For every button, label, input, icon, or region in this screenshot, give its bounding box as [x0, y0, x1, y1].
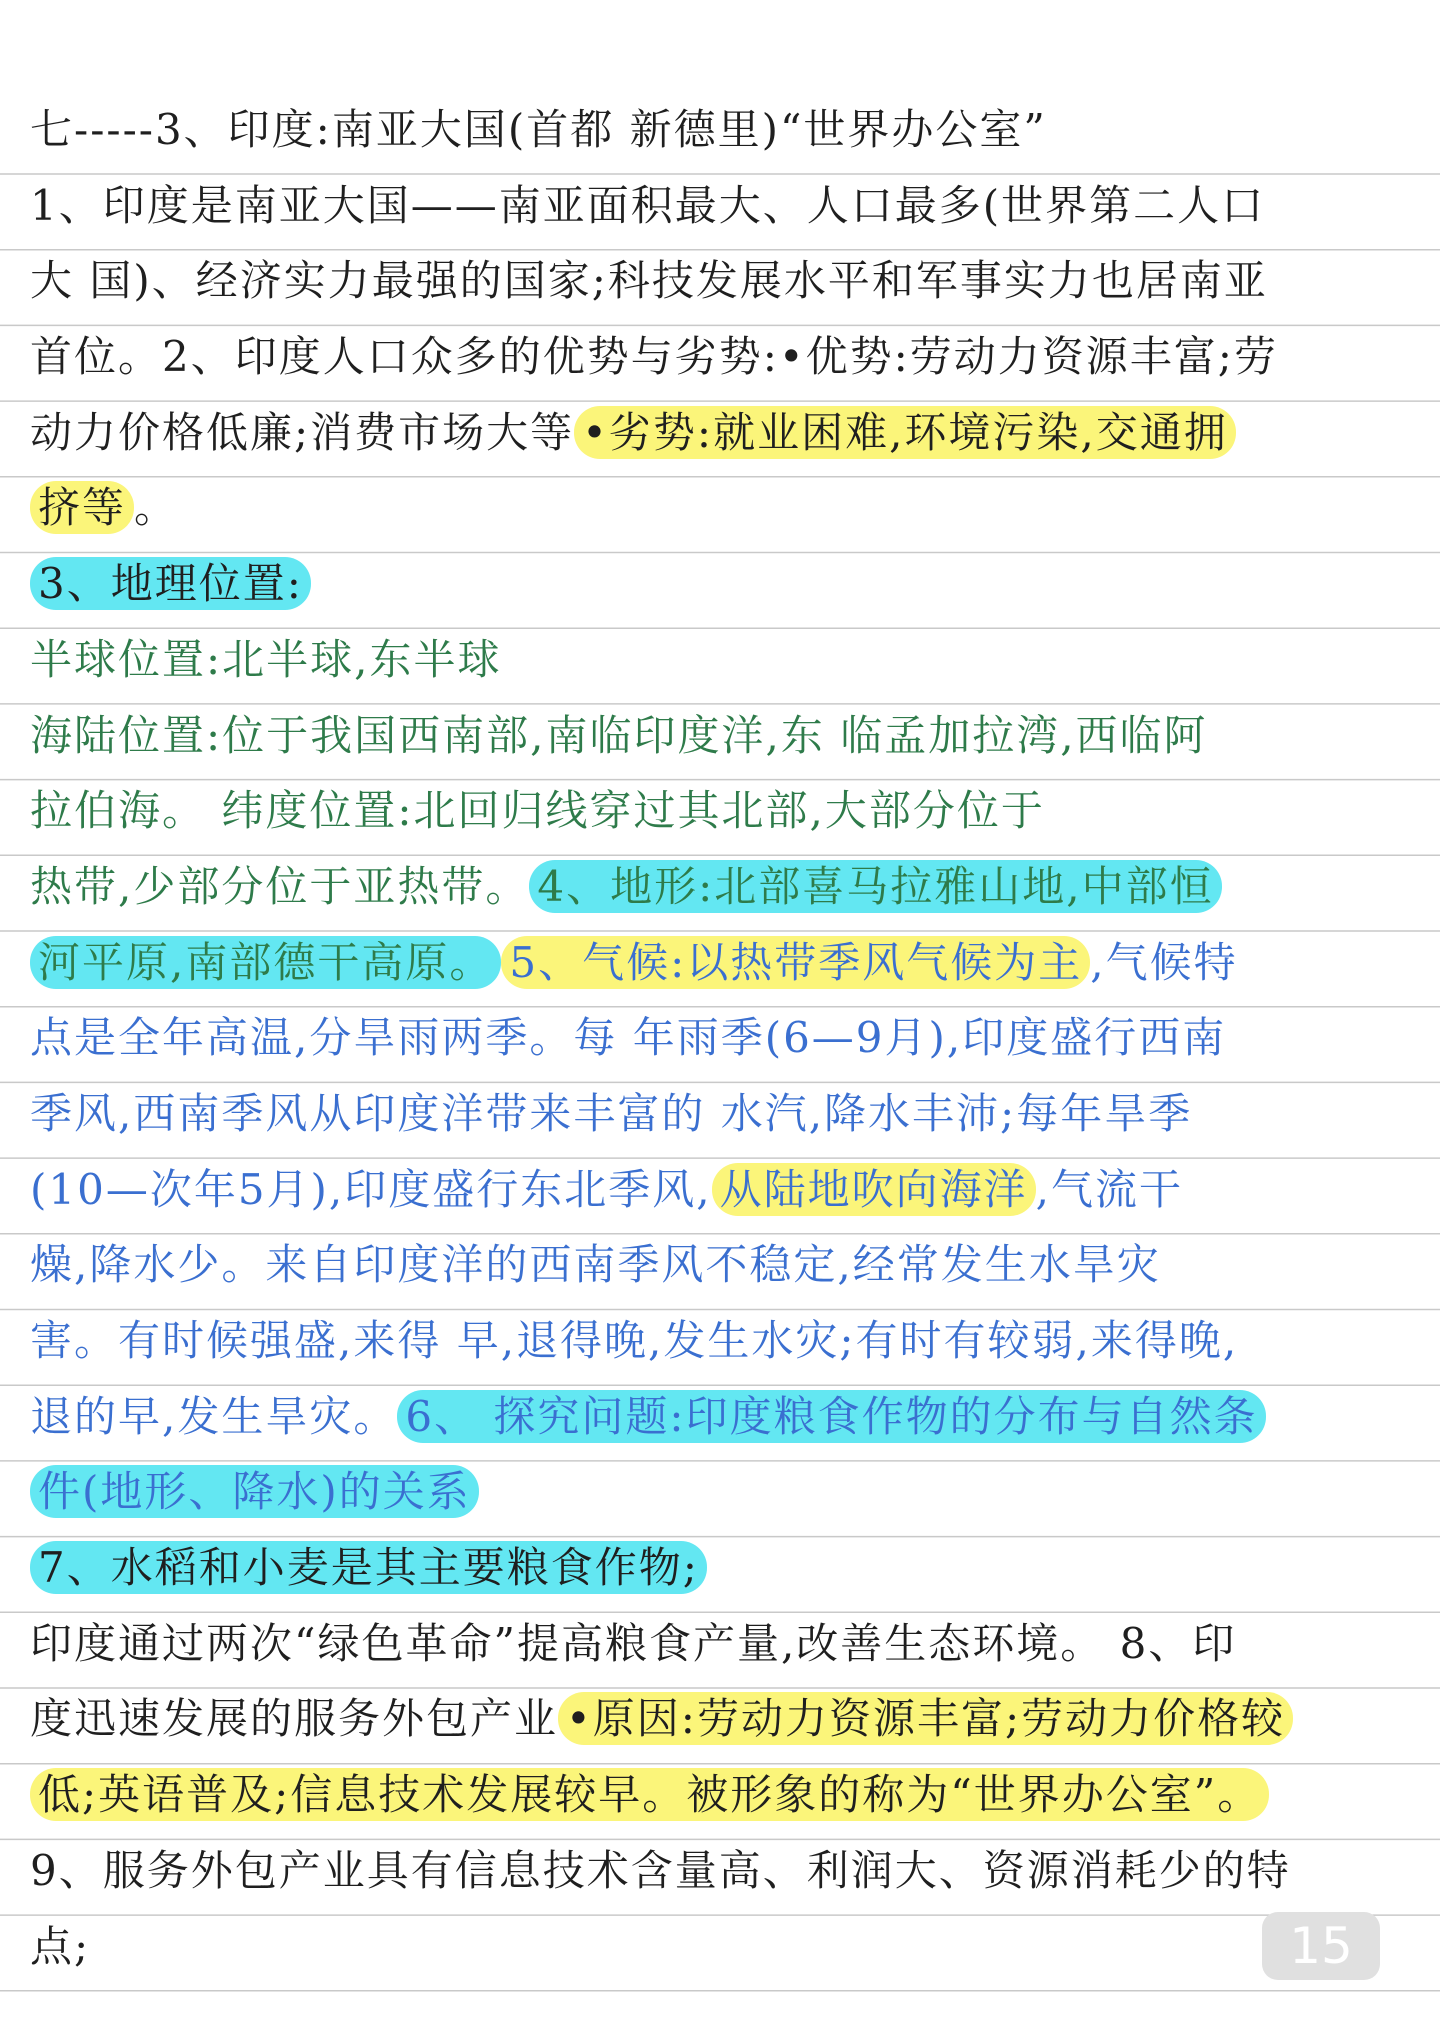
note-line	[30, 1757, 1408, 1833]
note-line	[30, 1454, 1408, 1530]
note-segment: 退的早,发生旱灾。	[30, 1391, 398, 1441]
note-line	[30, 1152, 1408, 1228]
note-segment: 动力价格低廉;消费市场大等	[30, 407, 575, 457]
heading-geography: 3、地理位置:	[30, 557, 311, 610]
note-line: 半球位置:北半球,东半球	[30, 634, 502, 684]
highlight-reason: •原因:劳动力资源丰富;劳动力价格较	[558, 1692, 1293, 1745]
note-line: 印度通过两次“绿色革命”提高粮食产量,改善生态环境。 8、印	[30, 1618, 1237, 1668]
note-segment: 度迅速发展的服务外包产业	[30, 1694, 559, 1744]
note-line	[30, 849, 1408, 925]
page-number-badge: 15	[1262, 1912, 1380, 1980]
highlight-terrain: 4、地形:北部喜马拉雅山地,中部恒	[529, 860, 1221, 913]
note-line: 拉伯海。 纬度位置:北回归线穿过其北部,大部分位于	[30, 786, 1045, 836]
note-segment: ,气候特	[1090, 937, 1238, 987]
note-line: 燥,降水少。来自印度洋的西南季风不稳定,经常发生水旱灾	[30, 1240, 1161, 1290]
highlight-inquiry: 6、 探究问题:印度粮食作物的分布与自然条	[397, 1390, 1265, 1443]
note-segment: (10—次年5月),印度盛行东北季风,	[30, 1164, 712, 1214]
note-segment: 热带,少部分位于亚热带。	[30, 861, 530, 911]
note-line: 点是全年高温,分旱雨两季。每 年雨季(6—9月),印度盛行西南	[30, 1013, 1227, 1063]
note-line: 海陆位置:位于我国西南部,南临印度洋,东 临孟加拉湾,西临阿	[30, 710, 1208, 760]
note-segment: 。	[134, 483, 179, 533]
note-line	[30, 925, 1408, 1001]
highlight-reason-end: 低;英语普及;信息技术发展较早。被形象的称为“世界办公室”。	[30, 1768, 1269, 1821]
note-line: 9、服务外包产业具有信息技术含量高、利润大、资源消耗少的特	[30, 1845, 1291, 1895]
highlight-wind: 从陆地吹向海洋	[712, 1163, 1036, 1216]
note-line: 害。有时候强盛,来得 早,退得晚,发生水灾;有时有较弱,来得晚,	[30, 1316, 1239, 1365]
note-line	[30, 1379, 1408, 1455]
note-line: 首位。2、印度人口众多的优势与劣势:•优势:劳动力资源丰富;劳	[30, 332, 1278, 382]
highlight-disadvantage: •劣势:就业困难,环境污染,交通拥	[574, 406, 1236, 459]
highlight-inquiry-end: 件(地形、降水)的关系	[30, 1465, 479, 1518]
section-heading	[30, 546, 1408, 622]
heading-crops: 7、水稻和小麦是其主要粮食作物;	[30, 1541, 707, 1594]
note-line: 季风,西南季风从印度洋带来丰富的 水汽,降水丰沛;每年旱季	[30, 1088, 1193, 1138]
note-content	[30, 92, 1408, 1984]
note-line: 点;	[30, 1921, 91, 1971]
note-line	[30, 1681, 1408, 1757]
highlight-climate: 5、气候:以热带季风气候为主	[501, 936, 1090, 989]
highlight-disadvantage-end: 挤等	[30, 481, 134, 534]
note-title: 七-----3、印度:南亚大国(首都 新德里)“世界办公室”	[30, 105, 1047, 154]
note-line: 1、印度是南亚大国——南亚面积最大、人口最多(世界第二人口	[30, 180, 1266, 230]
note-line	[30, 395, 1408, 471]
section-heading	[30, 1530, 1408, 1606]
note-line	[30, 470, 1408, 546]
highlight-terrain-end: 河平原,南部德干高原。	[30, 936, 501, 989]
note-segment: ,气流干	[1035, 1164, 1184, 1214]
note-line: 大 国)、经济实力最强的国家;科技发展水平和军事实力也居南亚	[30, 256, 1268, 306]
